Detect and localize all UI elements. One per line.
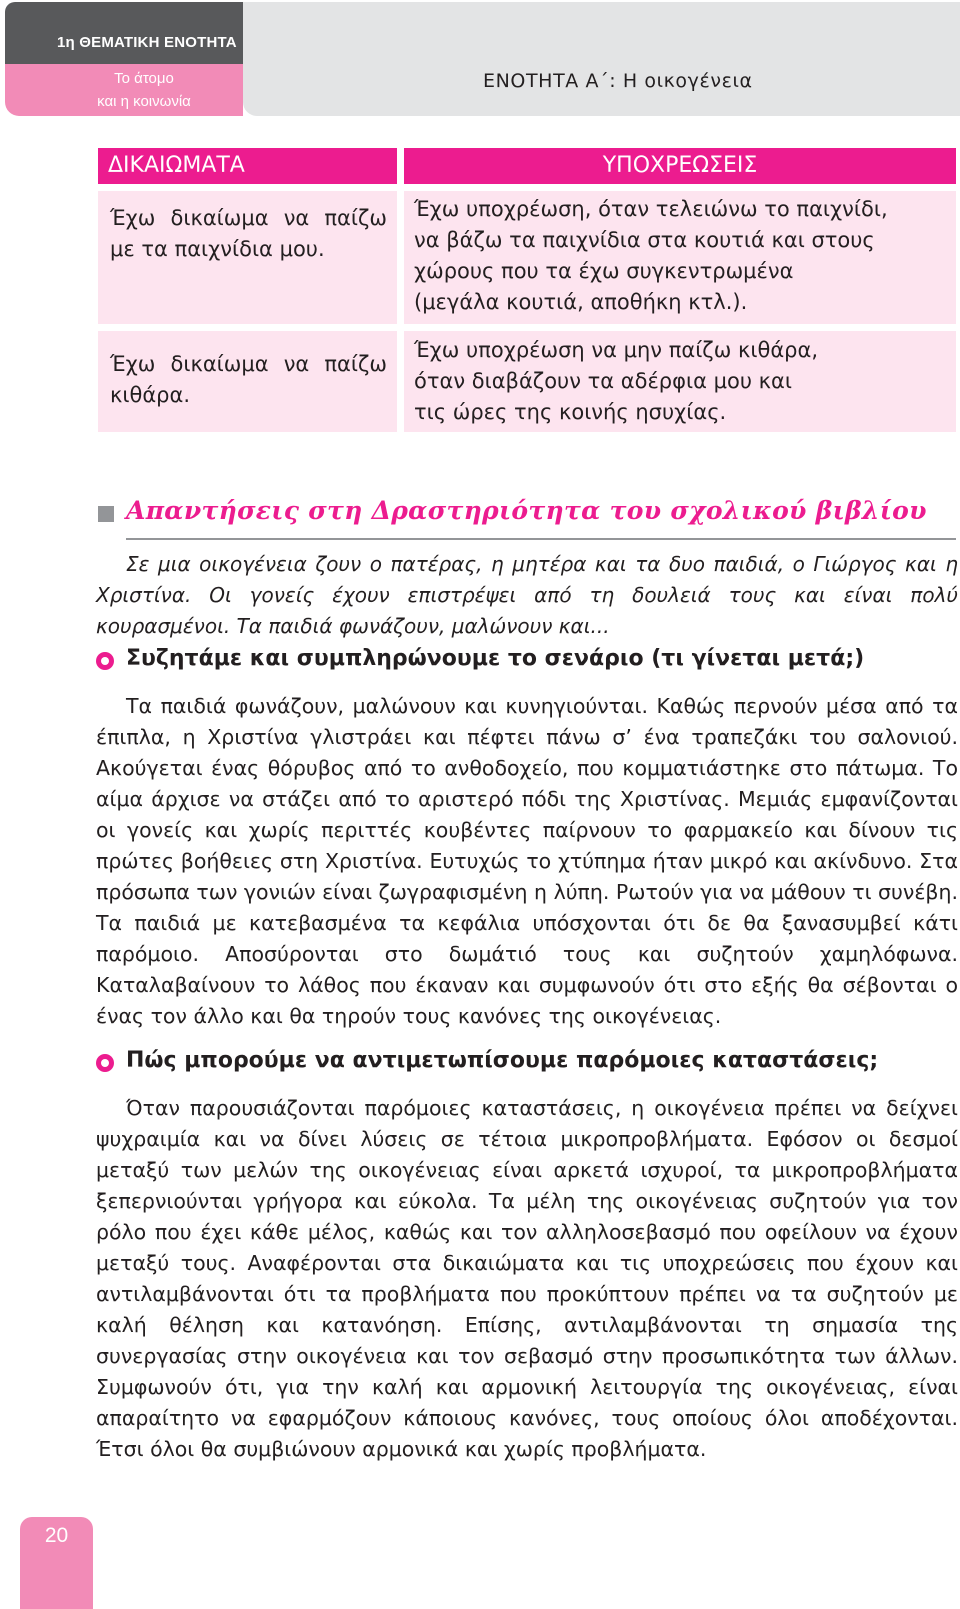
question-2-answer: Όταν παρουσιάζονται παρόμοιες καταστάσεις, η οικογένεια πρέπει να δείχνει ψυχραιμία και να δίνει λύσεις σε τέτοια μικροπροβλήματα. Εφόσον οι δεσμοί μεταξύ των μελών της οικογένειας είναι αρκετά ισχυροί, τα μικροπροβλήματα ξεπερνιούνται γρήγορα και εύκολα. Τα μέλη της οικογένειας συζητούν για τον ρόλο που έχει κάθε μέλος, καθώς και τον αλληλοσεβασμό που οφείλουν να έχουν μεταξύ τους. Αναφέρονται στα δικαιώματα και τις υποχρεώσεις που έχουν και αντιλαμβάνονται ότι τα προβλήματα που προκύπτουν πρέπει να τα συζητούν με καλή θέληση και κατανόηση. Επίσης, αντιλαμβάνονται τη σημασία της συνεργασίας στην οικογένεια και τον σεβασμό στην προσωπικότητα των άλλων. Συμφωνούν ότι, για την καλή και αρμονική λειτουργία της οικογένειας, είναι απαραίτητο να εφαρμόζουν κάποιους κανόνες, τους οποίους όλοι αποδέχονται. Έτσι όλοι θα συμβιώνουν αρμονικά και χωρίς προβλήματα.	[96, 1096, 958, 1461]
cell-line: (μεγάλα κουτιά, αποθήκη κτλ.).	[414, 290, 748, 314]
section-title: Απαντήσεις στη Δραστηριότητα του σχολικού βιβλίου	[126, 496, 927, 525]
question-1-answer: Τα παιδιά φωνάζουν, μαλώνουν και κυνηγιούνται. Καθώς περνούν μέσα από τα έπιπλα, η Χριστίνα γλιστράει και πέφτει πάνω σ’ ένα τραπεζάκι του σαλονιού. Ακούγεται ένας θόρυβος από το ανθοδοχείο, που κομματιάστηκε στο πάτωμα. Το αίμα άρχισε να στάζει από το αριστερό πόδι της Χριστίνας. Μεμιάς εμφανίζονται οι γονείς και χωρίς περιττές κουβέντες παίρνουν το φαρμακείο και δίνουν τις πρώτες βοήθειες στη Χριστίνα. Ευτυχώς το χτύπημα ήταν μικρό και ακίνδυνο. Στα πρόσωπα των γονιών είναι ζωγραφισμένη η λύπη. Ρωτούν για να μάθουν τι συνέβη. Τα παιδιά με κατεβασμένα τα κεφάλια υπόσχονται ότι δε θα ξανασυμβεί κάτι παρόμοιο. Αποσύρονται στο δωμάτιό τους και συζητούν χαμηλόφωνα. Καταλαβαίνουν το λάθος που έκαναν και συμφωνούν ότι στο εξής θα σέβονται ο ένας τον άλλο και θα τηρούν τους κανόνες της οικογένειας.	[96, 694, 958, 1028]
cell-line: χώρους που τα έχω συγκεντρωμένα	[414, 259, 794, 283]
activity-intro: Σε μια οικογένεια ζουν ο πατέρας, η μητέρα και τα δυο παιδιά, ο Γιώργος και η Χριστίνα. Οι γονείς έχουν επιστρέψει από τη δουλειά τους και είναι πολύ κουρασμένοι. Τα παιδιά φωνάζουν, μαλώνουν και...	[96, 552, 958, 638]
cell-line: να βάζω τα παιχνίδια στα κουτιά και στους	[414, 228, 875, 252]
chapter-title: ΕΝΟΤΗΤΑ Α΄: Η οικογένεια	[483, 70, 753, 92]
chapter-header-bar	[243, 2, 960, 116]
page-number: 20	[20, 1517, 93, 1609]
question-2-title: Πώς μπορούμε να αντιμετωπίσουμε παρόμοιες καταστάσεις;	[126, 1048, 879, 1073]
cell-line: τις ώρες της κοινής ησυχίας.	[414, 400, 727, 424]
cell-line: Έχω δικαίωμα να παίζω	[110, 206, 387, 230]
table-header-obligations: ΥΠΟΧΡΕΩΣΕΙΣ	[404, 148, 956, 184]
question-1-title: Συζητάμε και συμπληρώνουμε το σενάριο (τι γίνεται μετά;)	[126, 646, 865, 671]
cell-line: όταν διαβάζουν τα αδέρφια μου και	[414, 369, 792, 393]
table-cell-right-1	[98, 191, 397, 324]
bullet-circle-icon	[96, 652, 114, 670]
table-cell-right-2	[98, 331, 397, 432]
cell-line: με τα παιχνίδια μου.	[110, 237, 325, 261]
section-square-icon	[98, 506, 114, 522]
bullet-circle-icon	[96, 1054, 114, 1072]
table-cell-obligation-2	[404, 331, 956, 432]
table-header-rights: ΔΙΚΑΙΩΜΑΤΑ	[98, 148, 397, 184]
subunit-label	[5, 64, 243, 116]
cell-line: κιθάρα.	[110, 383, 191, 407]
cell-line: Έχω υποχρέωση να μην παίζω κιθάρα,	[414, 338, 819, 362]
subunit-line-1: Το άτομο	[114, 70, 174, 87]
subunit-line-2: και η κοινωνία	[97, 93, 191, 110]
cell-line: Έχω υποχρέωση, όταν τελειώνω το παιχνίδι,	[414, 197, 888, 221]
unit-label: 1η ΘΕΜΑΤΙΚΗ ΕΝΟΤΗΤΑ	[5, 2, 243, 64]
table-cell-obligation-1	[404, 191, 956, 324]
cell-line: Έχω δικαίωμα να παίζω	[110, 352, 387, 376]
section-divider	[126, 538, 956, 540]
